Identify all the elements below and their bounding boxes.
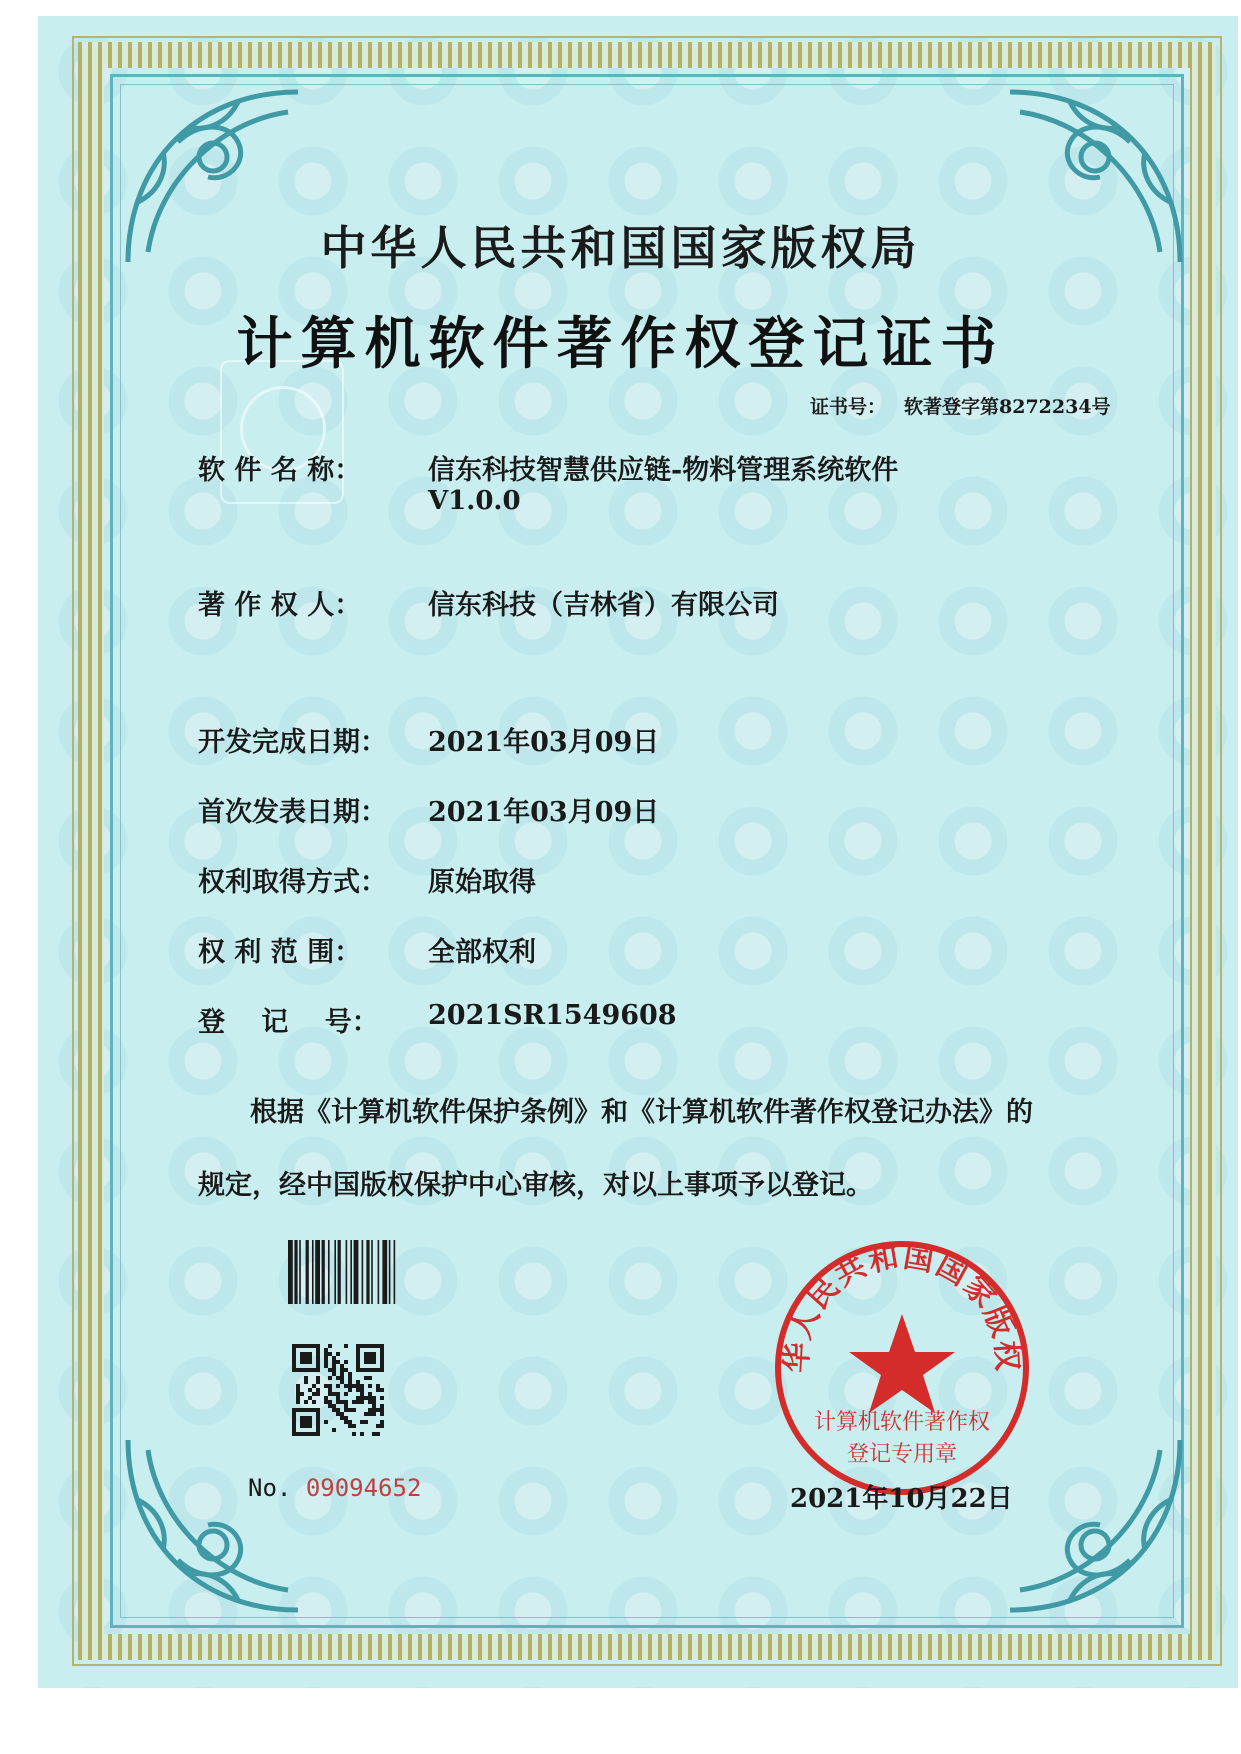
registration-value: 2021SR1549608 [428,1000,677,1031]
scope-label: 权 利 范 围： [198,937,362,968]
scope-value: 全部权利 [428,937,536,968]
certificate-number-value: 软著登字第8272234号 [904,396,1111,418]
certificate-title: 计算机软件著作权登记证书 [236,311,1005,377]
software-name-label: 软 件 名 称： [198,455,362,486]
svg-text:中华人民共和国国家版权局: 华人民共和国国家版权 [779,1239,1025,1374]
dev-date-label: 开发完成日期： [198,727,387,758]
owner-label: 著 作 权 人： [198,590,362,621]
registration-label: 登 记 号： [198,1007,379,1038]
seal-line-1: 计算机软件著作权 [813,1410,990,1435]
issue-date: 2021年10月22日 [790,1484,1013,1514]
pub-date-value: 2021年03月09日 [428,797,660,828]
software-name-value: 信东科技智慧供应链-物料管理系统软件 [428,455,899,486]
dev-date-value: 2021年03月09日 [428,727,660,758]
software-version: V1.0.0 [428,486,521,516]
qr-code-icon [292,1344,384,1436]
corner-ornament-bottom-left [118,1430,308,1620]
acquisition-label: 权利取得方式： [198,867,387,898]
certificate-number-label: 证书号： [810,396,887,418]
barcode-icon [288,1240,458,1304]
seal-line-2: 登记专用章 [846,1442,957,1467]
serial-value: 09094652 [305,1474,422,1502]
pub-date-label: 首次发表日期： [198,797,387,828]
acquisition-value: 原始取得 [428,867,536,898]
issuing-authority: 中华人民共和国国家版权局 [320,221,921,275]
serial-prefix: No. [248,1474,292,1502]
certificate-number [810,392,1111,419]
serial-number [248,1474,421,1502]
statement-line-2: 规定，经中国版权保护中心审核，对以上事项予以登记。 [198,1170,873,1201]
statement-line-1: 根据《计算机软件保护条例》和《计算机软件著作权登记办法》的 [250,1097,1033,1128]
owner-value: 信东科技（吉林省）有限公司 [428,590,779,621]
